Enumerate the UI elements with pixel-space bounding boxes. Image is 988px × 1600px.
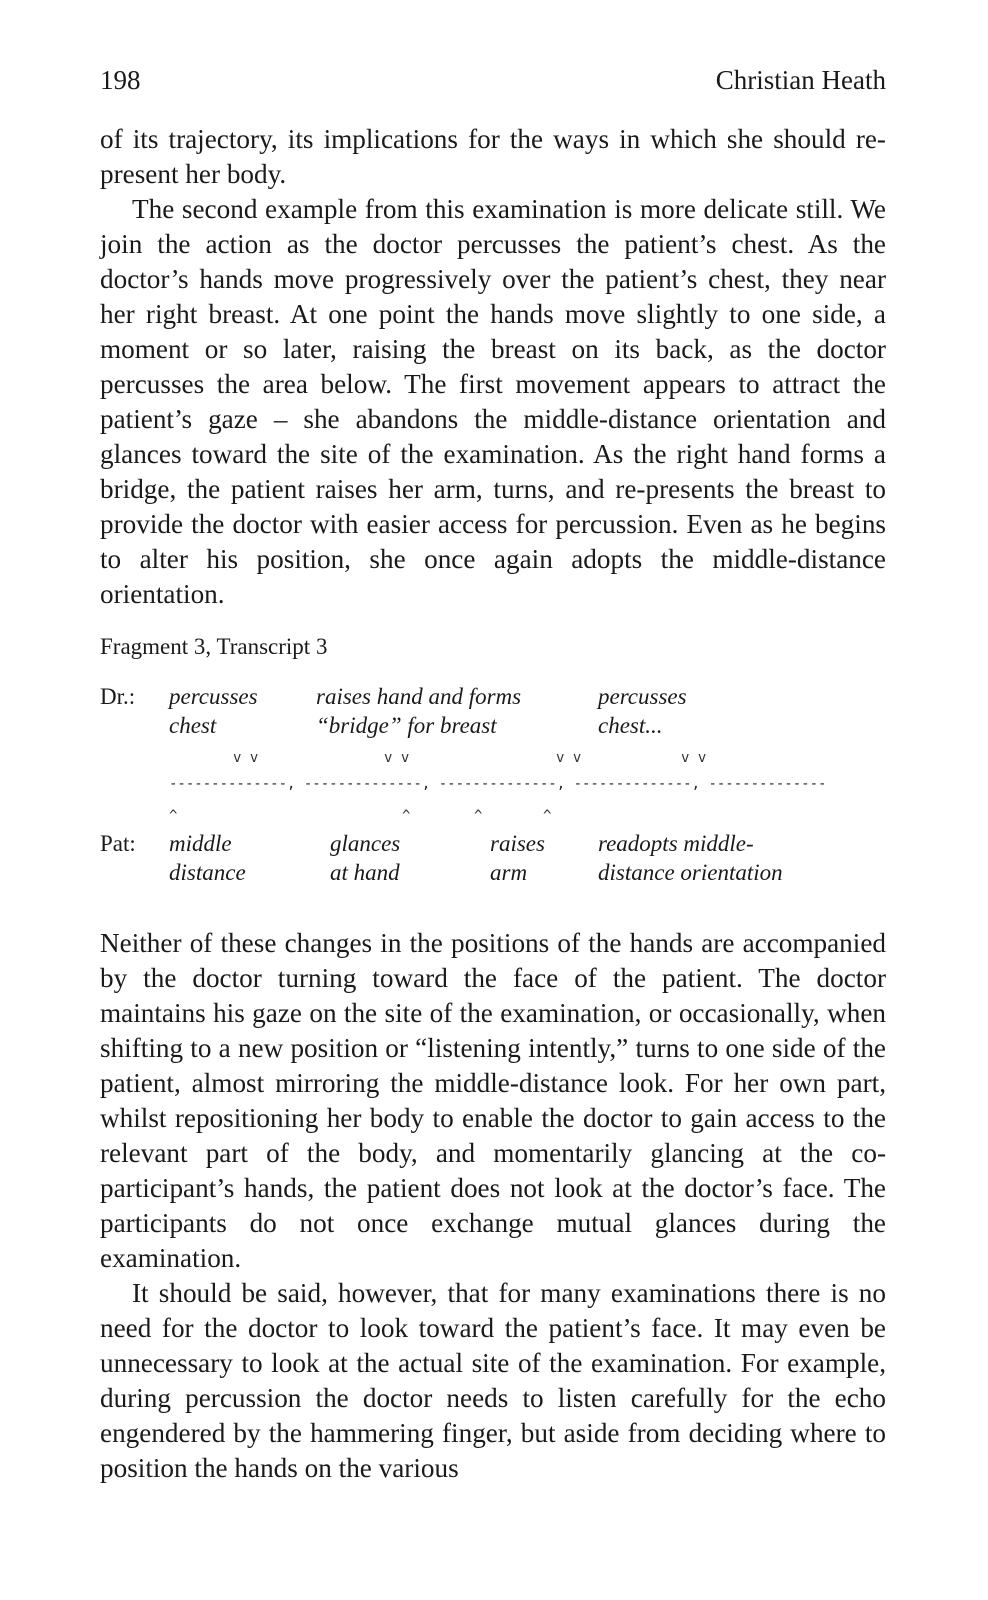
patient-action-line: raises	[490, 831, 545, 856]
gaze-marker-down: v v	[233, 750, 259, 766]
doctor-action-line: percusses	[598, 684, 687, 709]
fragment-label: Fragment 3, Transcript 3	[100, 634, 328, 659]
gaze-marker-down: v v	[681, 750, 707, 766]
patient-action-line: at hand	[330, 860, 400, 885]
timeline-dashes: --------------, --------------, --------------, --------------, --------------	[169, 776, 827, 792]
gaze-marker-up: ^	[402, 808, 411, 824]
patient-action-line: middle	[169, 831, 232, 856]
paragraph: The second example from this examination is more delicate still. We join the action as the doctor percusses the patient’s chest. As the doctor’s hands move progressively over the patient’s chest, they near her right breast. At one point the hands move slightly to one side, a moment or so later, raising the breast on its back, as the doctor percusses the area below. The first movement appears to attract the patient’s gaze – she abandons the middle-distance orientation and glances toward the site of the examination. As the right hand forms a bridge, the patient raises her arm, turns, and re-presents the breast to provide the doctor with easier access for percussion. Even as he begins to alter his position, she once again adopts the middle-distance orientation.	[100, 194, 886, 609]
body-text-bottom	[100, 926, 886, 1486]
doctor-action-line: chest...	[598, 713, 663, 738]
gaze-marker-up: ^	[474, 808, 483, 824]
doctor-action-line: percusses	[169, 684, 258, 709]
doctor-action-line: chest	[169, 713, 217, 738]
gaze-marker-down: v v	[556, 750, 582, 766]
paragraph: Neither of these changes in the positions of the hands are accompanied by the doctor turning toward the face of the patient. The doctor maintains his gaze on the site of the examination, or occasionally, when shifting to a new position or “listening intently,” turns to one side of the patient, almost mirroring the middle-distance look. For her own part, whilst repositioning her body to enable the doctor to gain access to the relevant part of the body, and momentarily glancing at the co-participant’s hands, the patient does not look at the doctor’s face. The participants do not once exchange mutual glances during the examination.	[100, 928, 886, 1273]
patient-action-line: glances	[330, 831, 401, 856]
paragraph-continuation: of its trajectory, its implications for the ways in which she should re-present her body.	[100, 124, 886, 189]
running-title: Christian Heath	[715, 65, 886, 95]
doctor-action-line: raises hand and forms	[316, 684, 522, 709]
doctor-speaker-label: Dr.:	[100, 684, 136, 709]
gaze-marker-up: ^	[169, 808, 178, 824]
patient-action-line: distance	[169, 860, 246, 885]
patient-speaker-label: Pat:	[100, 831, 136, 856]
gaze-marker-up: ^	[543, 808, 552, 824]
page-number: 198	[100, 65, 141, 95]
patient-action-line: arm	[490, 860, 528, 885]
gaze-marker-down: v v	[384, 750, 410, 766]
patient-action-line: distance orientation	[598, 860, 783, 885]
patient-action-line: readopts middle-	[598, 831, 754, 856]
paragraph: It should be said, however, that for many examinations there is no need for the doctor to look toward the patient’s face. It may even be unnecessary to look at the actual site of the examination. For example, during percussion the doctor needs to listen carefully for the echo engendered by the hammering finger, but aside from deciding where to position the hands on the various	[100, 1278, 886, 1483]
doctor-action-line: “bridge” for breast	[316, 713, 497, 738]
body-text-top	[100, 122, 886, 612]
